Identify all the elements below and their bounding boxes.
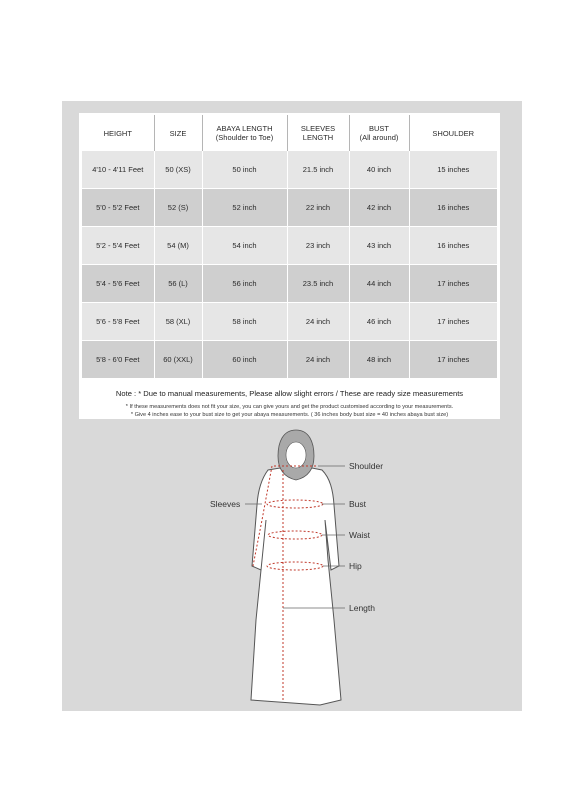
cell-size: 56 (L): [154, 265, 202, 303]
cell-bust: 44 inch: [349, 265, 409, 303]
cell-size: 50 (XS): [154, 151, 202, 189]
label-sleeves: Sleeves: [210, 499, 241, 509]
abaya-figure: [251, 430, 341, 705]
face: [286, 442, 306, 468]
cell-size: 52 (S): [154, 189, 202, 227]
cell-height: 5'8 - 6'0 Feet: [82, 341, 154, 379]
cell-height: 4'10 - 4'11 Feet: [82, 151, 154, 189]
cell-size: 60 (XXL): [154, 341, 202, 379]
measurement-note: Note : * Due to manual measurements, Please allow slight errors / These are ready size measurements: [115, 389, 464, 398]
cell-abaya-length: 60 inch: [202, 341, 287, 379]
cell-abaya-length: 54 inch: [202, 227, 287, 265]
cell-sleeves-length: 24 inch: [287, 341, 349, 379]
label-length: Length: [349, 603, 375, 613]
cell-sleeves-length: 21.5 inch: [287, 151, 349, 189]
cell-bust: 46 inch: [349, 303, 409, 341]
cell-bust: 40 inch: [349, 151, 409, 189]
cell-sleeves-length: 23 inch: [287, 227, 349, 265]
cell-height: 5'4 - 5'6 Feet: [82, 265, 154, 303]
cell-shoulder: 16 inches: [409, 227, 497, 265]
cell-shoulder: 17 inches: [409, 341, 497, 379]
cell-abaya-length: 52 inch: [202, 189, 287, 227]
cell-bust: 42 inch: [349, 189, 409, 227]
cell-size: 58 (XL): [154, 303, 202, 341]
fine-print-line: * If these measurements does not fit your size, you can give yours and get the product customised according to your measurements.: [125, 404, 454, 410]
cell-sleeves-length: 24 inch: [287, 303, 349, 341]
cell-abaya-length: 50 inch: [202, 151, 287, 189]
cell-bust: 43 inch: [349, 227, 409, 265]
cell-height: 5'2 - 5'4 Feet: [82, 227, 154, 265]
cell-height: 5'0 - 5'2 Feet: [82, 189, 154, 227]
cell-bust: 48 inch: [349, 341, 409, 379]
header-bust: BUST (All around): [349, 115, 409, 151]
label-hip: Hip: [349, 561, 362, 571]
header-height: HEIGHT: [82, 115, 154, 151]
cell-size: 54 (M): [154, 227, 202, 265]
cell-shoulder: 17 inches: [409, 265, 497, 303]
header-sleeves-length: SLEEVES LENGTH: [287, 115, 349, 151]
cell-abaya-length: 56 inch: [202, 265, 287, 303]
cell-sleeves-length: 22 inch: [287, 189, 349, 227]
fine-print-line: * Give 4 inches ease to your bust size to get your abaya measurements. ( 36 inches body bust size = 40 inches abaya bust size): [130, 412, 449, 418]
header-abaya-length: ABAYA LENGTH (Shoulder to Toe): [202, 115, 287, 151]
abaya-body: [251, 468, 341, 705]
cell-sleeves-length: 23.5 inch: [287, 265, 349, 303]
cell-shoulder: 17 inches: [409, 303, 497, 341]
cell-height: 5'6 - 5'8 Feet: [82, 303, 154, 341]
header-size: SIZE: [154, 115, 202, 151]
label-bust: Bust: [349, 499, 367, 509]
label-shoulder: Shoulder: [349, 461, 384, 471]
cell-shoulder: 16 inches: [409, 189, 497, 227]
cell-shoulder: 15 inches: [409, 151, 497, 189]
header-shoulder: SHOULDER: [409, 115, 497, 151]
label-waist: Waist: [349, 530, 370, 540]
cell-abaya-length: 58 inch: [202, 303, 287, 341]
